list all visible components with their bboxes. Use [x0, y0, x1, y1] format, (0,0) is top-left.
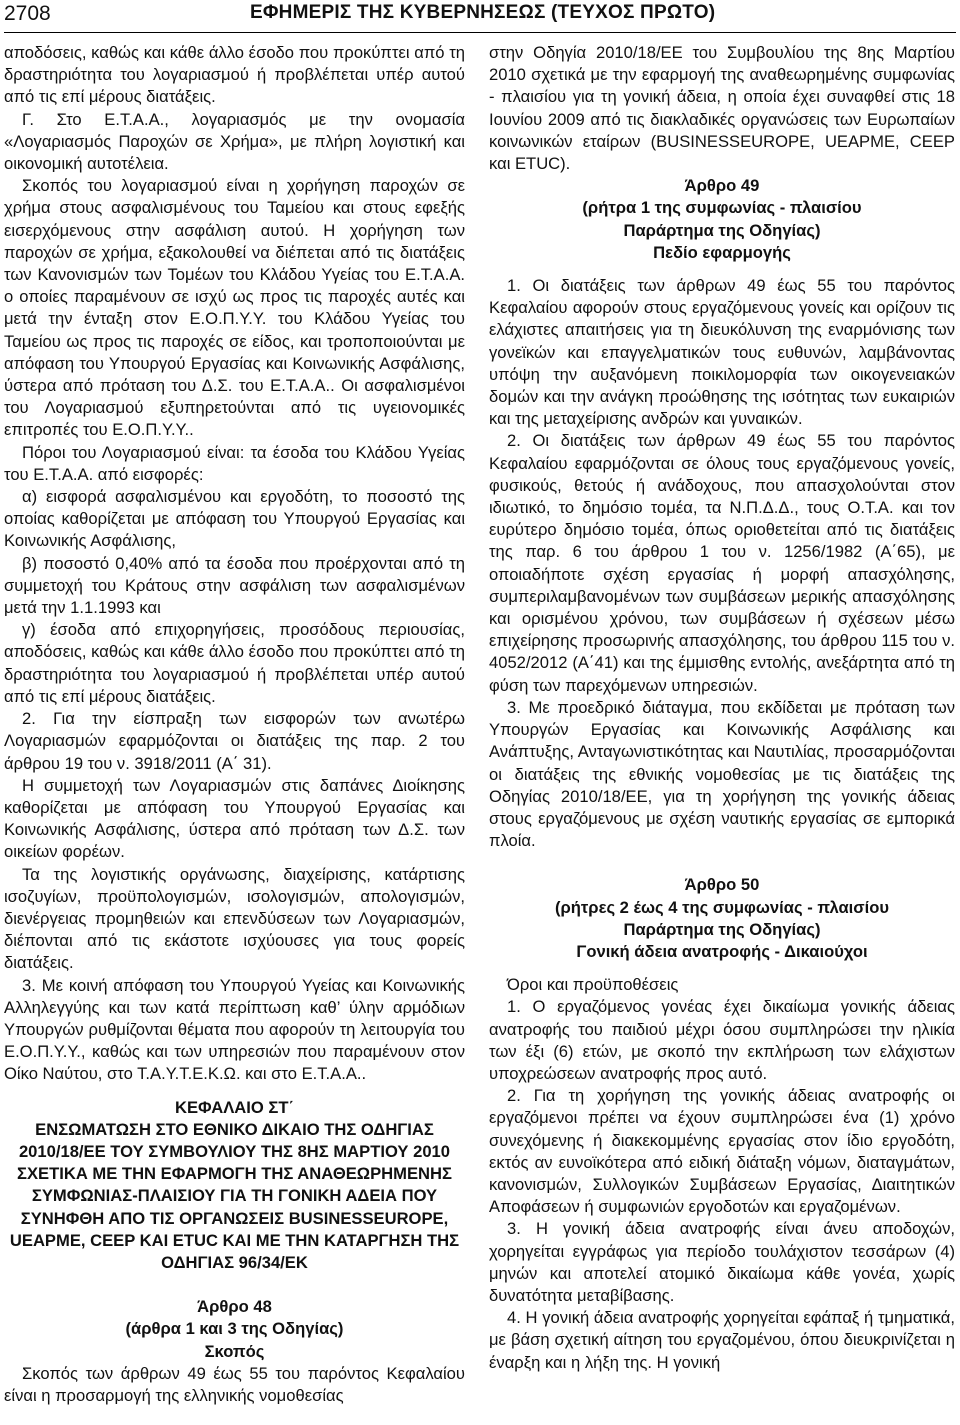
article-48-title [4, 1296, 465, 1318]
paragraph: 2. Για τη χορήγηση της γονικής άδειας ανατροφής οι εργαζόμενοι πρέπει να έχουν συμπληρώσει ένα (1) χρόνο συνεχόμενης ή διακεκομμένης εργασίας στον ίδιο εργοδότη, εκτός αν ευνοϊκότερα από ειδική διάταξη νόμων, διαταγμάτων, κανονισμών, Συλλογικών Συμβάσεων Εργασίας, Διαιτητικών Αποφάσεων ή συμφωνιών εργοδοτών και εργαζομένων. [489, 1086, 955, 1217]
article-50-subtitle: (ρήτρες 2 έως 4 της συμφωνίας - πλαισίου [554, 897, 890, 917]
page-header [4, 0, 954, 32]
page-number: 2708 [4, 2, 51, 25]
article-49-subtitle: Παράρτημα της Οδηγίας) [623, 220, 821, 240]
article-48-title-text: Άρθρο 48 [197, 1297, 272, 1317]
article-50-heading: Γονική άδεια ανατροφής - Δικαιούχοι [576, 941, 868, 961]
article-49-subtitle: (ρήτρα 1 της συμφωνίας - πλαισίου [582, 198, 862, 218]
paragraph: Πόροι του Λογαριασμού είναι: τα έσοδα του Κλάδου Υγείας του Ε.Τ.Α.Α. από εισφορές: [4, 442, 465, 484]
paragraph: 2. Οι διατάξεις των άρθρων 49 έως 55 του παρόντος Κεφαλαίου εφαρμόζονται σε όλους τους εργαζόμενους γονείς, φυσικούς, θετούς ή ανάδοχους, που απασχολούνται στον ιδιωτικό, το δημόσιο τομέα, τα Ν.Π.Δ.Δ., τους Ο.Τ.Α. και τον ευρύτερο δημόσιο τομέα, όπως οριοθετείται από τις διατάξεις της παρ. 6 του άρθρου 1 του ν. 1256/1982 (Α΄65), με οποιαδήποτε σχέση εργασίας ή μορφή απασχόλησης, συμπεριλαμβανομένων των συμβάσεων μερικής απασχόλησης και ορισμένου χρόνου, των συμβάσεων ή σχέσεων μέσω επιχείρησης προσωρινής απασχόλησης, του άρθρου 115 του ν. 4052/2012 (Α΄41) και της έμμισθης εντολής, ανεξάρτητα από τη φύση των παρεχόμενων υπηρεσιών. [489, 431, 955, 695]
article-50-title: Άρθρο 50 [684, 875, 760, 895]
header-rule [4, 32, 956, 33]
paragraph: 1. Ο εργαζόμενος γονέας έχει δικαίωμα γονικής άδειας ανατροφής του παιδιού μέχρι όσου συμπληρώσει την ηλικία των έξι (6) ετών, με σκοπό την εκπλήρωση των ελάχιστων υποχρεώσεων ανατροφής προς αυτό. [489, 997, 955, 1083]
article-48-subtitle: (άρθρα 1 και 3 της Οδηγίας) [125, 1319, 344, 1339]
paragraph: 3. Η γονική άδεια ανατροφής είναι άνευ αποδοχών, χορηγείται εγγράφως για περίοδο τουλάχιστον τεσσάρων (4) μηνών και αποτελεί ατομικό δικαίωμα κάθε γονέα, χωρίς δυνατότητα μεταβίβασης. [489, 1219, 955, 1305]
left-column [4, 42, 465, 1407]
right-column [489, 42, 955, 1374]
paragraph: 1. Οι διατάξεις των άρθρων 49 έως 55 του παρόντος Κεφαλαίου αφορούν στους εργαζόμενους γονείς και ορίζουν τις ελάχιστες απαιτήσεις για τη διευκόλυνση της εναρμόνισης των γονεϊκών και επαγγελματικών τους ευθυνών, λαμβάνοντας υπόψη την αυξανόμενη ποικιλομορφία των οικογενειακών δομών και την ανάγκη προώθησης της ισότητας των ευκαιριών και της μεταχείρισης ανδρών και γυναικών. [489, 276, 955, 429]
paragraph: Σκοπός των άρθρων 49 έως 55 του παρόντος Κεφαλαίου είναι η προσαρμογή της ελληνικής νομοθεσίας [4, 1363, 465, 1405]
article-48-heading: Σκοπός [204, 1341, 265, 1361]
paragraph: Τα της λογιστικής οργάνωσης, διαχείρισης, κατάρτισης ισοζυγίων, προϋπολογισμών, ισολογισμών, απολογισμών, διενέργειας προμηθειών και επενδύσεων των Λογαριασμών, διέπονται από τις εκάστοτε ισχύουσες για τους φορείς διατάξεις. [4, 864, 465, 973]
paragraph: 3. Με προεδρικό διάταγμα, που εκδίδεται με πρόταση των Υπουργών Εργασίας και Κοινωνικής Ασφάλισης και Ανάπτυξης, Ανταγωνιστικότητας και Ναυτιλίας, προσαρμόζονται οι διατάξεις της εθνικής νομοθεσίας με τις διατάξεις της Οδηγίας 2010/18/ΕΕ, για τη χορήγηση της γονικής άδειας στους εργαζόμενους με σχέση ναυτικής εργασίας σε εμπορικά πλοία. [489, 697, 955, 851]
article-50-subtitle: Παράρτημα της Οδηγίας) [623, 919, 821, 939]
chapter-label: ΚΕΦΑΛΑΙΟ ΣΤ΄ [174, 1097, 294, 1117]
paragraph: β) ποσοστό 0,40% από τα έσοδα που προέρχονται από τη συμμετοχή του Κράτους στην ασφάλιση των ασφαλισμένων μετά την 1.1.1993 και [4, 553, 465, 618]
paragraph: α) εισφορά ασφαλισμένου και εργοδότη, το ποσοστό της οποίας καθορίζεται με απόφαση του Υπουργού Εργασίας και Κοινωνικής Ασφάλισης, [4, 487, 465, 551]
paragraph: Όροι και προϋποθέσεις [507, 975, 679, 995]
paragraph: γ) έσοδα από επιχορηγήσεις, προσόδους περιουσίας, αποδόσεις, καθώς και κάθε άλλο έσοδο που προκύπτει από τη δραστηριότητα του λογαριασμού ή προβλέπεται υπέρ αυτού από τις επί μέρους διατάξεις. [4, 620, 465, 706]
paragraph: Σκοπός του λογαριασμού είναι η χορήγηση παροχών σε χρήμα στους ασφαλισμένους του Ταμείου και στους εφεξής εισερχόμενους στην ασφάλιση αυτού. Η χορήγηση των παροχών σε χρήμα, εξακολουθεί να διέπεται από τις διατάξεις των Κανονισμών των Τομέων του Κλάδου Υγείας του Ε.Τ.Α.Α. ο οποίες παραμένουν σε ισχύ ως προς τις παροχές αυτές και μετά την ένταξη στον Ε.Ο.Π.Υ.Υ. του Κλάδου Υγείας του Ταμείου ως προς τις παροχές σε είδος, και τροποποιούνται με απόφαση του Υπουργού Εργασίας και Κοινωνικής Ασφάλισης, ύστερα από πρόταση του Δ.Σ. του Ε.Τ.Α.Α.. Οι ασφαλισμένοι του Λογαριασμού εξυπηρετούνται από τις υγειονομικές επιτροπές του Ε.Ο.Π.Υ.Υ.. [4, 176, 465, 440]
journal-title: ΕΦΗΜΕΡΙΣ ΤΗΣ ΚΥΒΕΡΝΗΣΕΩΣ (ΤΕΥΧΟΣ ΠΡΩΤΟ) [250, 2, 716, 23]
paragraph: 3. Με κοινή απόφαση του Υπουργού Υγείας και Κοινωνικής Αλληλεγγύης και των κατά περίπτωση καθ’ ύλην αρμόδιων Υπουργών ρυθμίζονται θέματα που αφορούν τη λειτουργία του Ε.Ο.Π.Υ.Υ., καθώς και των υπηρεσιών που παραμένουν στον Οίκο Ναύτου, στο Τ.Α.Υ.Τ.Ε.Κ.Ω. και στο Ε.Τ.Α.Α.. [4, 975, 465, 1084]
paragraph: Η συμμετοχή των Λογαριασμών στις δαπάνες Διοίκησης καθορίζεται με απόφαση του Υπουργού Εργασίας και Κοινωνικής Ασφάλισης, ύστερα από πρόταση των Δ.Σ. των οικείων φορέων. [4, 775, 465, 862]
article-49-heading: Πεδίο εφαρμογής [653, 242, 791, 262]
paragraph: αποδόσεις, καθώς και κάθε άλλο έσοδο που προκύπτει από τη δραστηριότητα του λογαριασμού ή προβλέπεται υπέρ αυτού από τις επί μέρους διατάξεις. [4, 43, 465, 107]
paragraph: στην Οδηγία 2010/18/ΕΕ του Συμβουλίου της 8ης Μαρτίου 2010 σχετικά με την εφαρμογή της αναθεωρημένης συμφωνίας - πλαισίου για τη γονική άδεια, η οποία έχει συναφθεί στις 18 Ιουνίου 2009 από τις διακλαδικές οργανώσεις των Ευρωπαίων κοινωνικών εταίρων (BUSINESSEUROPE, UEAPME, CEEP και ETUC). [489, 43, 955, 174]
paragraph: 2. Για την είσπραξη των εισφορών των ανωτέρω Λογαριασμών εφαρμόζονται οι διατάξεις της παρ. 2 του άρθρου 19 του ν. 3918/2011 (Α΄ 31). [4, 709, 465, 773]
article-49-title: Άρθρο 49 [684, 176, 760, 196]
paragraph: Γ. Στο Ε.Τ.Α.Α., λογαριασμός με την ονομασία «Λογαριασμός Παροχών σε Χρήμα», με πλήρη λογιστική και οικονομική αυτοτέλεια. [4, 109, 465, 174]
paragraph: 4. Η γονική άδεια ανατροφής χορηγείται εφάπαξ ή τμηματικά, με βάση σχετική αίτηση του εργαζομένου, όπου διευκρινίζεται η έναρξη και η λήξη της. Η γονική [489, 1308, 955, 1372]
chapter-title: ΕΝΣΩΜΑΤΩΣΗ ΣΤΟ ΕΘΝΙΚΟ ΔΙΚΑΙΟ ΤΗΣ ΟΔΗΓΙΑΣ 2010/18/ΕΕ ΤΟΥ ΣΥΜΒΟΥΛΙΟΥ ΤΗΣ 8ΗΣ ΜΑΡΤΙΟΥ 2010 ΣΧΕΤΙΚΑ ΜΕ ΤΗΝ ΕΦΑΡΜΟΓΗ ΤΗΣ ΑΝΑΘΕΩΡΗΜΕΝΗΣ ΣΥΜΦΩΝΙΑΣ-ΠΛΑΙΣΙΟΥ ΓΙΑ ΤΗ ΓΟΝΙΚΗ ΑΔΕΙΑ ΠΟΥ ΣΥΝΗΦΘΗ ΑΠΟ ΤΙΣ ΟΡΓΑΝΩΣΕΙΣ BUSINESSEUROPE, UEAPME, CEEP ΚΑΙ ETUC ΚΑΙ ΜΕ ΤΗΝ ΚΑΤΑΡΓΗΣΗ ΤΗΣ ΟΔΗΓΙΑΣ 96/34/ΕΚ [9, 1119, 460, 1272]
